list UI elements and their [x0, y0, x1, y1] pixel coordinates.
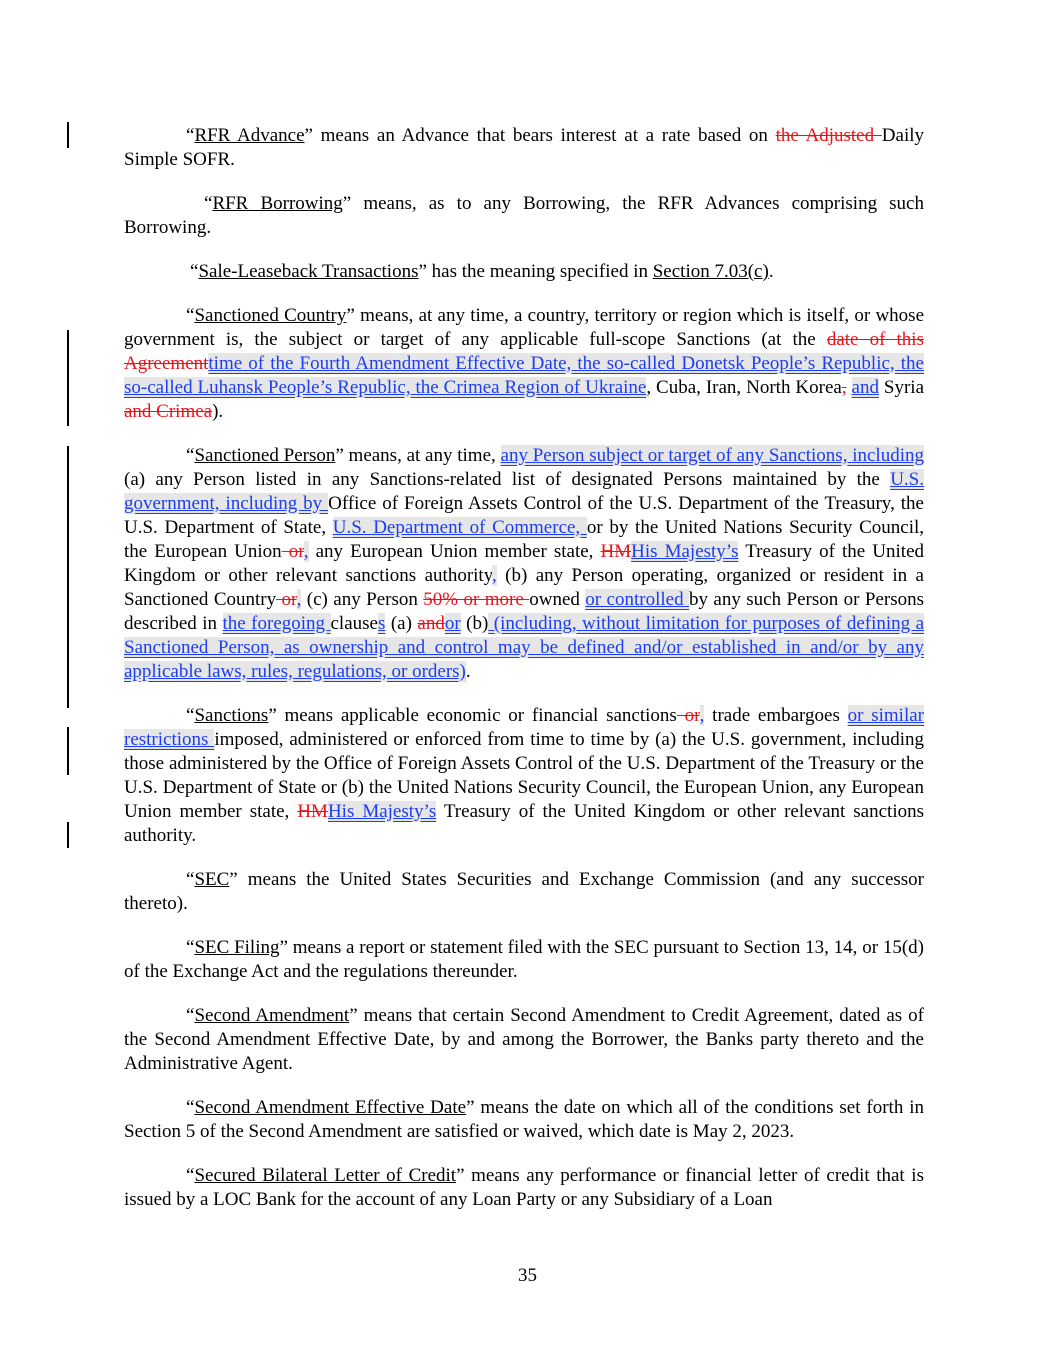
definition-second-amendment-effective-date: “Second Amendment Effective Date” means the date on which all of the conditions set forth in Section 5 of the Second Amendment are satisfied or waived, which date is May 2, 2023.	[124, 1097, 924, 1142]
inserted-text: or similar restrictions	[124, 705, 924, 750]
deleted-text: ,	[841, 377, 847, 398]
inserted-text: the foregoing	[222, 613, 331, 634]
deleted-text: or	[281, 541, 304, 562]
inserted-text: ,	[303, 541, 309, 562]
change-bar	[67, 330, 69, 426]
definition-sanctioned-person: “Sanctioned Person” means, at any time, any Person subject or target of any Sanctions, including (a) any Person listed in any Sanctions-related list of designated Persons maintained by the U.S. government, including by Office of Foreign Assets Control of the U.S. Department of the Treasury, the U.S. Department of State, U.S. Department of Commerce, or by the United Nations Security Council, the European Union or, any European Union member state, HMHis Majesty’s Treasury of the United Kingdom or other relevant sanctions authority, (b) any Person operating, organized or resident in a Sanctioned Country or, (c) any Person 50% or more owned or controlled by any such Person or Persons described in the foregoing clauses (a) andor (b) (including, without limitation for purposes of defining a Sanctioned Person, as ownership and control may be defined and/or established in and/or by any applicable laws, rules, regulations, or orders).	[124, 445, 925, 682]
document-page	[124, 124, 924, 1232]
deleted-text: or	[276, 589, 297, 610]
inserted-text: and	[851, 377, 879, 398]
defined-term: RFR Borrowing	[212, 193, 343, 214]
inserted-text: His Majesty’s	[631, 541, 739, 562]
inserted-text: U.S. Department of Commerce,	[332, 517, 587, 538]
inserted-text: s	[377, 613, 386, 634]
change-bar	[67, 446, 69, 708]
inserted-text: ,	[491, 565, 497, 586]
definition-rfr-advance: “RFR Advance” means an Advance that bears interest at a rate based on the Adjusted Daily Simple SOFR.	[124, 125, 925, 170]
inserted-text: ,	[699, 705, 705, 726]
deleted-text: and Crimea	[124, 401, 213, 422]
defined-term: Sanctions	[194, 705, 269, 726]
defined-term: Sanctioned Person	[194, 445, 336, 466]
change-bar	[67, 822, 69, 848]
inserted-text: any Person subject or target of any Sanctions, including	[500, 445, 924, 466]
deleted-text: date of this Agreement	[124, 329, 924, 374]
deleted-text: 50% or more	[423, 589, 530, 610]
deleted-text: HM	[297, 801, 328, 822]
defined-term: Sale-Leaseback Transactions	[198, 261, 419, 282]
inserted-text: ,	[296, 589, 302, 610]
definition-second-amendment: “Second Amendment” means that certain Second Amendment to Credit Agreement, dated as of the Second Amendment Effective Date, by and among the Borrower, the Banks party thereto and the Administrative Agent.	[124, 1005, 924, 1074]
section-reference: Section 7.03(c)	[652, 261, 769, 282]
deleted-text: and	[417, 613, 445, 634]
inserted-text: or	[444, 613, 461, 634]
definition-secured-bilateral-loc: “Secured Bilateral Letter of Credit” means any performance or financial letter of credit that is issued by a LOC Bank for the account of any Loan Party or any Subsidiary of a Loan	[124, 1165, 924, 1210]
inserted-text: His Majesty’s	[327, 801, 437, 822]
inserted-text: U.S. government, including by	[124, 469, 924, 514]
inserted-text: (including, without limitation for purposes of defining a Sanctioned Person, as ownership and control may be defined and/or established in and/or by any applicable laws, rules, regulations, or orders)	[124, 613, 925, 682]
defined-term: Secured Bilateral Letter of Credit	[194, 1165, 457, 1186]
defined-term: SEC	[194, 869, 230, 890]
defined-term: SEC Filing	[194, 937, 280, 958]
defined-term: Second Amendment Effective Date	[194, 1097, 467, 1118]
deleted-text: the Adjusted	[775, 125, 882, 146]
deleted-text: or	[676, 705, 700, 726]
change-bar	[67, 727, 69, 775]
deleted-text: HM	[600, 541, 632, 562]
inserted-text: time of the Fourth Amendment Effective Date, the so-called Donetsk People’s Republic, the so-called Luhansk People’s Republic, the Crimea Region of Ukraine	[124, 353, 924, 398]
defined-term: Second Amendment	[194, 1005, 350, 1026]
defined-term: Sanctioned Country	[194, 305, 347, 326]
definition-sale-leaseback: “Sale-Leaseback Transactions” has the meaning specified in Section 7.03(c).	[190, 261, 774, 282]
definition-sec-filing: “SEC Filing” means a report or statement filed with the SEC pursuant to Section 13, 14, or 15(d) of the Exchange Act and the regulations thereunder.	[124, 937, 924, 982]
inserted-text: or controlled	[585, 589, 689, 610]
definition-sanctioned-country: “Sanctioned Country” means, at any time, a country, territory or region which is itself, or whose government is, the subject or target of any applicable full-scope Sanctions (at the date of this Agreementtime of the Fourth Amendment Effective Date, the so-called Donetsk People’s Republic, the so-called Luhansk People’s Republic, the Crimea Region of Ukraine, Cuba, Iran, North Korea, and Syria and Crimea).	[124, 305, 925, 422]
definition-rfr-borrowing: “RFR Borrowing” means, as to any Borrowing, the RFR Advances comprising such Borrowing.	[124, 193, 924, 238]
definition-sanctions: “Sanctions” means applicable economic or financial sanctions or, trade embargoes or similar restrictions imposed, administered or enforced from time to time by (a) the U.S. government, including those administered by the Office of Foreign Assets Control of the U.S. Department of the Treasury or the U.S. Department of State or (b) the United Nations Security Council, the European Union, any European Union member state, HMHis Majesty’s Treasury of the United Kingdom or other relevant sanctions authority.	[124, 705, 924, 846]
definition-sec: “SEC” means the United States Securities and Exchange Commission (and any successor thereto).	[124, 869, 924, 914]
change-bar	[67, 122, 69, 148]
defined-term: RFR Advance	[194, 125, 305, 146]
page-number: 35	[518, 1265, 537, 1286]
